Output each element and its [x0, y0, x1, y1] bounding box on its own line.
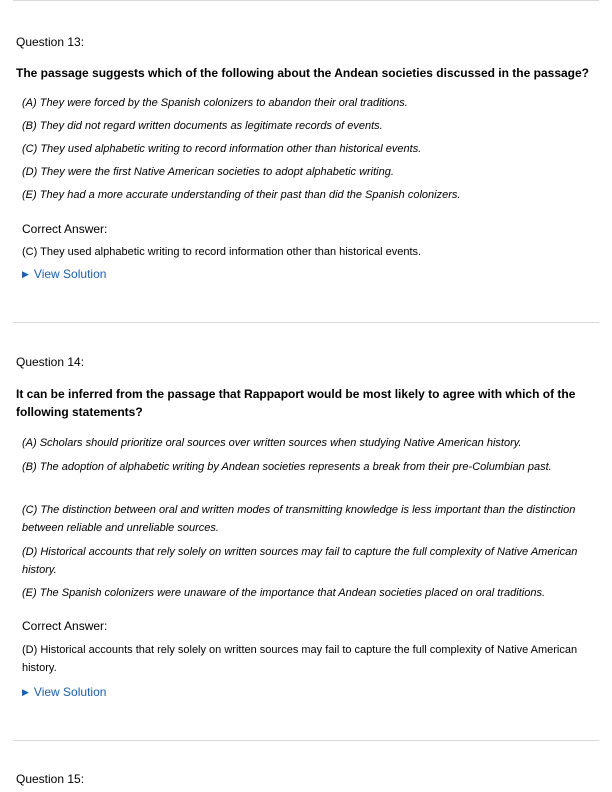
question-13-option-c: (C) They used alphabetic writing to record information other than historical events. — [22, 143, 422, 155]
question-13-option-e: (E) They had a more accurate understanding of their past than did the Spanish colonizers. — [22, 189, 461, 201]
top-divider — [13, 0, 599, 1]
question-13-view-solution[interactable] — [22, 267, 106, 281]
triangle-right-icon: ▶ — [22, 269, 29, 279]
question-13-option-d: (D) They were the first Native American societies to adopt alphabetic writing. — [22, 166, 394, 178]
question-14-stem: It can be inferred from the passage that Rappaport would be most likely to agree with which of the following statements? — [16, 387, 576, 419]
question-14-option-c: (C) The distinction between oral and written modes of transmitting knowledge is less important than the distinction between reliable and unreliable sources. — [22, 504, 576, 534]
question-14-view-solution[interactable] — [22, 685, 106, 699]
question-14-divider — [13, 740, 599, 741]
question-14-correct-label: Correct Answer: — [22, 619, 108, 633]
question-14-option-d: (D) Historical accounts that rely solely on written sources may fail to capture the full complexity of Native American history. — [22, 546, 578, 576]
question-14-correct-answer: (D) Historical accounts that rely solely on written sources may fail to capture the full complexity of Native American history. — [22, 644, 578, 674]
view-solution-label: View Solution — [33, 685, 107, 699]
question-13-option-a: (A) They were forced by the Spanish colonizers to abandon their oral traditions. — [22, 97, 408, 109]
question-13-correct-label: Correct Answer: — [22, 222, 108, 236]
question-13-stem: The passage suggests which of the following about the Andean societies discussed in the passage? — [16, 66, 589, 80]
triangle-right-icon: ▶ — [22, 687, 29, 697]
question-14-title: Question 14: — [16, 355, 85, 369]
question-14-option-e: (E) The Spanish colonizers were unaware of the importance that Andean societies placed on oral traditions. — [22, 587, 545, 599]
question-13-divider — [13, 322, 599, 323]
question-14-option-a: (A) Scholars should prioritize oral sources over written sources when studying Native American history. — [22, 437, 522, 449]
question-14-option-b: (B) The adoption of alphabetic writing by Andean societies represents a break from their pre-Columbian past. — [22, 461, 552, 473]
question-13-correct-answer: (C) They used alphabetic writing to record information other than historical events. — [22, 246, 422, 258]
question-13-title: Question 13: — [16, 35, 85, 49]
question-13-option-b: (B) They did not regard written documents as legitimate records of events. — [22, 120, 383, 132]
view-solution-label: View Solution — [33, 267, 107, 281]
question-15-title: Question 15: — [16, 772, 85, 786]
